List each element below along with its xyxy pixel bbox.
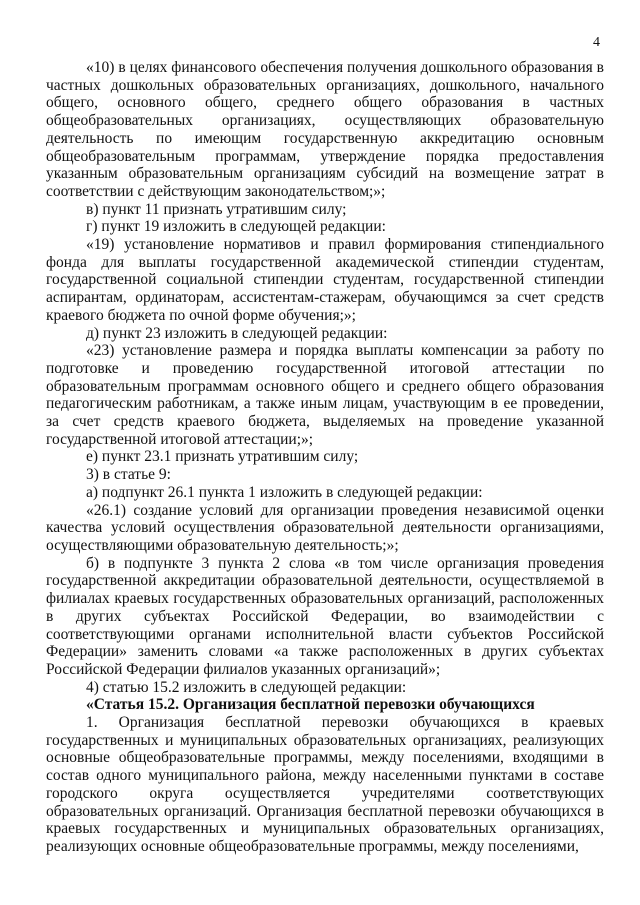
paragraph-article-15-2: 4) статью 15.2 изложить в следующей редакции:	[86, 678, 407, 696]
paragraph-article-9: 3) в статье 9:	[86, 466, 171, 484]
page-number: 4	[593, 35, 600, 50]
paragraph-clause-1: 1. Организация бесплатной перевозки обучающихся в краевых государственных и муниципальных образовательных организациях, реализующих основные общеобразовательные программы, между поселениями, входящими в состав одного муниципального района, между населенными пунктами в составе городского округа осуществляется учредителями соответствующих образовательных организаций. Организация бесплатной перевозки обучающихся в краевых государственных и муниципальных образовательных организациях, реализующих основные общеобразовательные программы, между поселениями,	[46, 714, 604, 855]
paragraph-item-23: «23) установление размера и порядка выплаты компенсации за работу по подготовке и проведению государственной итоговой аттестации по образовательным программам основного общего и среднего общего образования педагогическим работникам, а также иным лицам, участвующим в ее проведении, за счет средств краевого бюджета, выделяемых на проведение указанной государственной итоговой аттестации;»;	[46, 342, 604, 448]
paragraph-item-26-1: «26.1) создание условий для организации проведения независимой оценки качества условий осуществления образовательной деятельности организациями, осуществляющими образовательную деятельность;»;	[46, 501, 604, 554]
paragraph-item-g: г) пункт 19 изложить в следующей редакции:	[86, 218, 386, 236]
paragraph-item-19: «19) установление нормативов и правил формирования стипендиального фонда для выплаты государственной академической стипендии студентам, государственной социальной стипендии студентам, государственной стипендии аспирантам, ординаторам, ассистентам-стажерам, обучающимся за счет средств краевого бюджета по очной форме обучения;»;	[46, 236, 604, 324]
paragraph-item-b: б) в подпункте 3 пункта 2 слова «в том числе организация проведения государственной аккредитации образовательной деятельности, осуществляемой в филиалах краевых государственных образовательных организаций, расположенных в других субъектах Российской Федерации, во взаимодействии с соответствующими органами исполнительной власти субъектов Российской Федерации» заменить словами «а также расположенных в других субъектах Российской Федерации филиалов указанных организаций»;	[46, 554, 604, 678]
document-body	[46, 59, 604, 856]
paragraph-item-a: а) подпункт 26.1 пункта 1 изложить в следующей редакции:	[86, 483, 483, 501]
paragraph-item-e: е) пункт 23.1 признать утратившим силу;	[86, 448, 359, 466]
paragraph-item-v: в) пункт 11 признать утратившим силу;	[86, 200, 347, 218]
paragraph-item-d: д) пункт 23 изложить в следующей редакции:	[86, 324, 388, 342]
paragraph-item-10: «10) в целях финансового обеспечения получения дошкольного образования в частных дошкольных образовательных организациях, дошкольного, начального общего, основного общего, среднего общего образования в частных общеобразовательных организациях, осуществляющих образовательную деятельность по имеющим государственную аккредитацию основным общеобразовательным программам, утверждение порядка предоставления указанным образовательным организациям субсидий на возмещение затрат в соответствии с действующим законодательством;»;	[46, 59, 604, 200]
article-heading: «Статья 15.2. Организация бесплатной перевозки обучающихся	[86, 696, 535, 714]
